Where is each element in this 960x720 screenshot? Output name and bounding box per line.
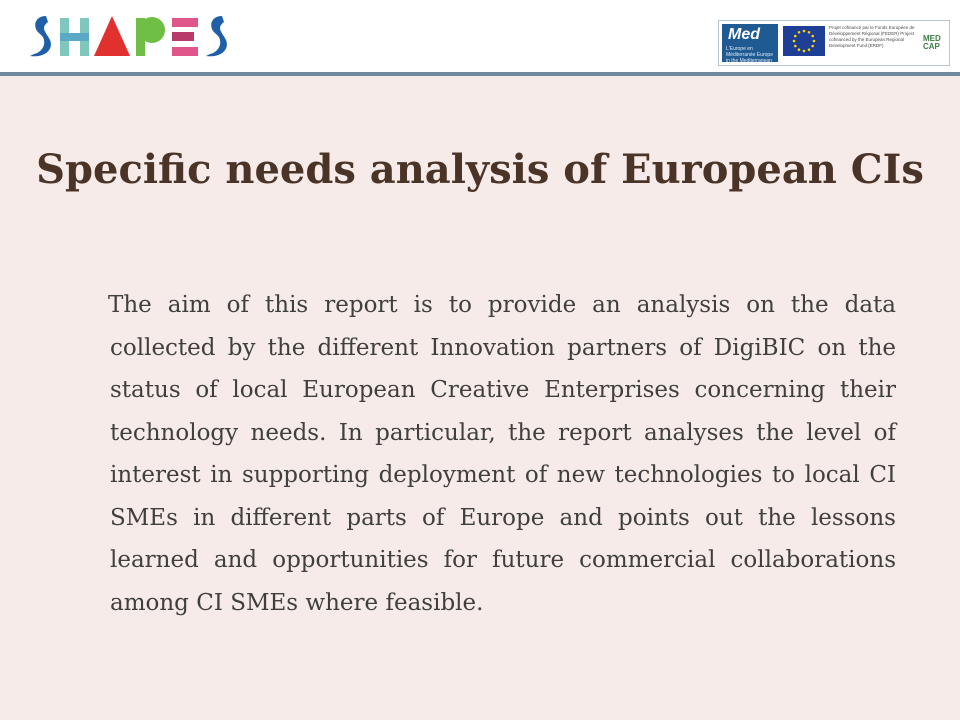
logo-letter-s2 — [206, 16, 227, 56]
logo-letter-h — [60, 18, 89, 56]
header-bar — [0, 0, 960, 72]
logo-letter-s — [30, 16, 51, 56]
med-logo-subtitle: L'Europe en Méditerranée Europe in the Mediterranean — [726, 46, 773, 64]
medcap-logo: MED CAP — [923, 34, 941, 51]
partner-logo[interactable] — [718, 20, 950, 66]
slide-title: Specific needs analysis of European CIs — [36, 146, 924, 193]
logo-letter-e — [172, 18, 198, 56]
eu-flag-icon — [783, 26, 825, 56]
logo-letter-a — [94, 16, 130, 56]
shapes-logo[interactable] — [28, 12, 248, 60]
med-program-logo — [722, 24, 778, 62]
slide-paragraph: The aim of this report is to provide an analysis on the data collected by the different Innovation partners of DigiBIC on the status of local European Creative Enterprises concerning their technology needs. In particular, the report analyses the level of interest in supporting deployment of new technologies to local CI SMEs in different parts of Europe and points out the lessons learned and opportunities for future commercial collaborations among CI SMEs where feasible. — [108, 292, 896, 616]
med-logo-word: Med — [728, 26, 760, 43]
logo-letter-p — [136, 17, 165, 56]
funding-statement: Projet cofinancé par le Fonds Européen de Développement Régional (FEDER) Project cofinanced by the European Regional Development Fund (ERDF) — [829, 25, 915, 48]
